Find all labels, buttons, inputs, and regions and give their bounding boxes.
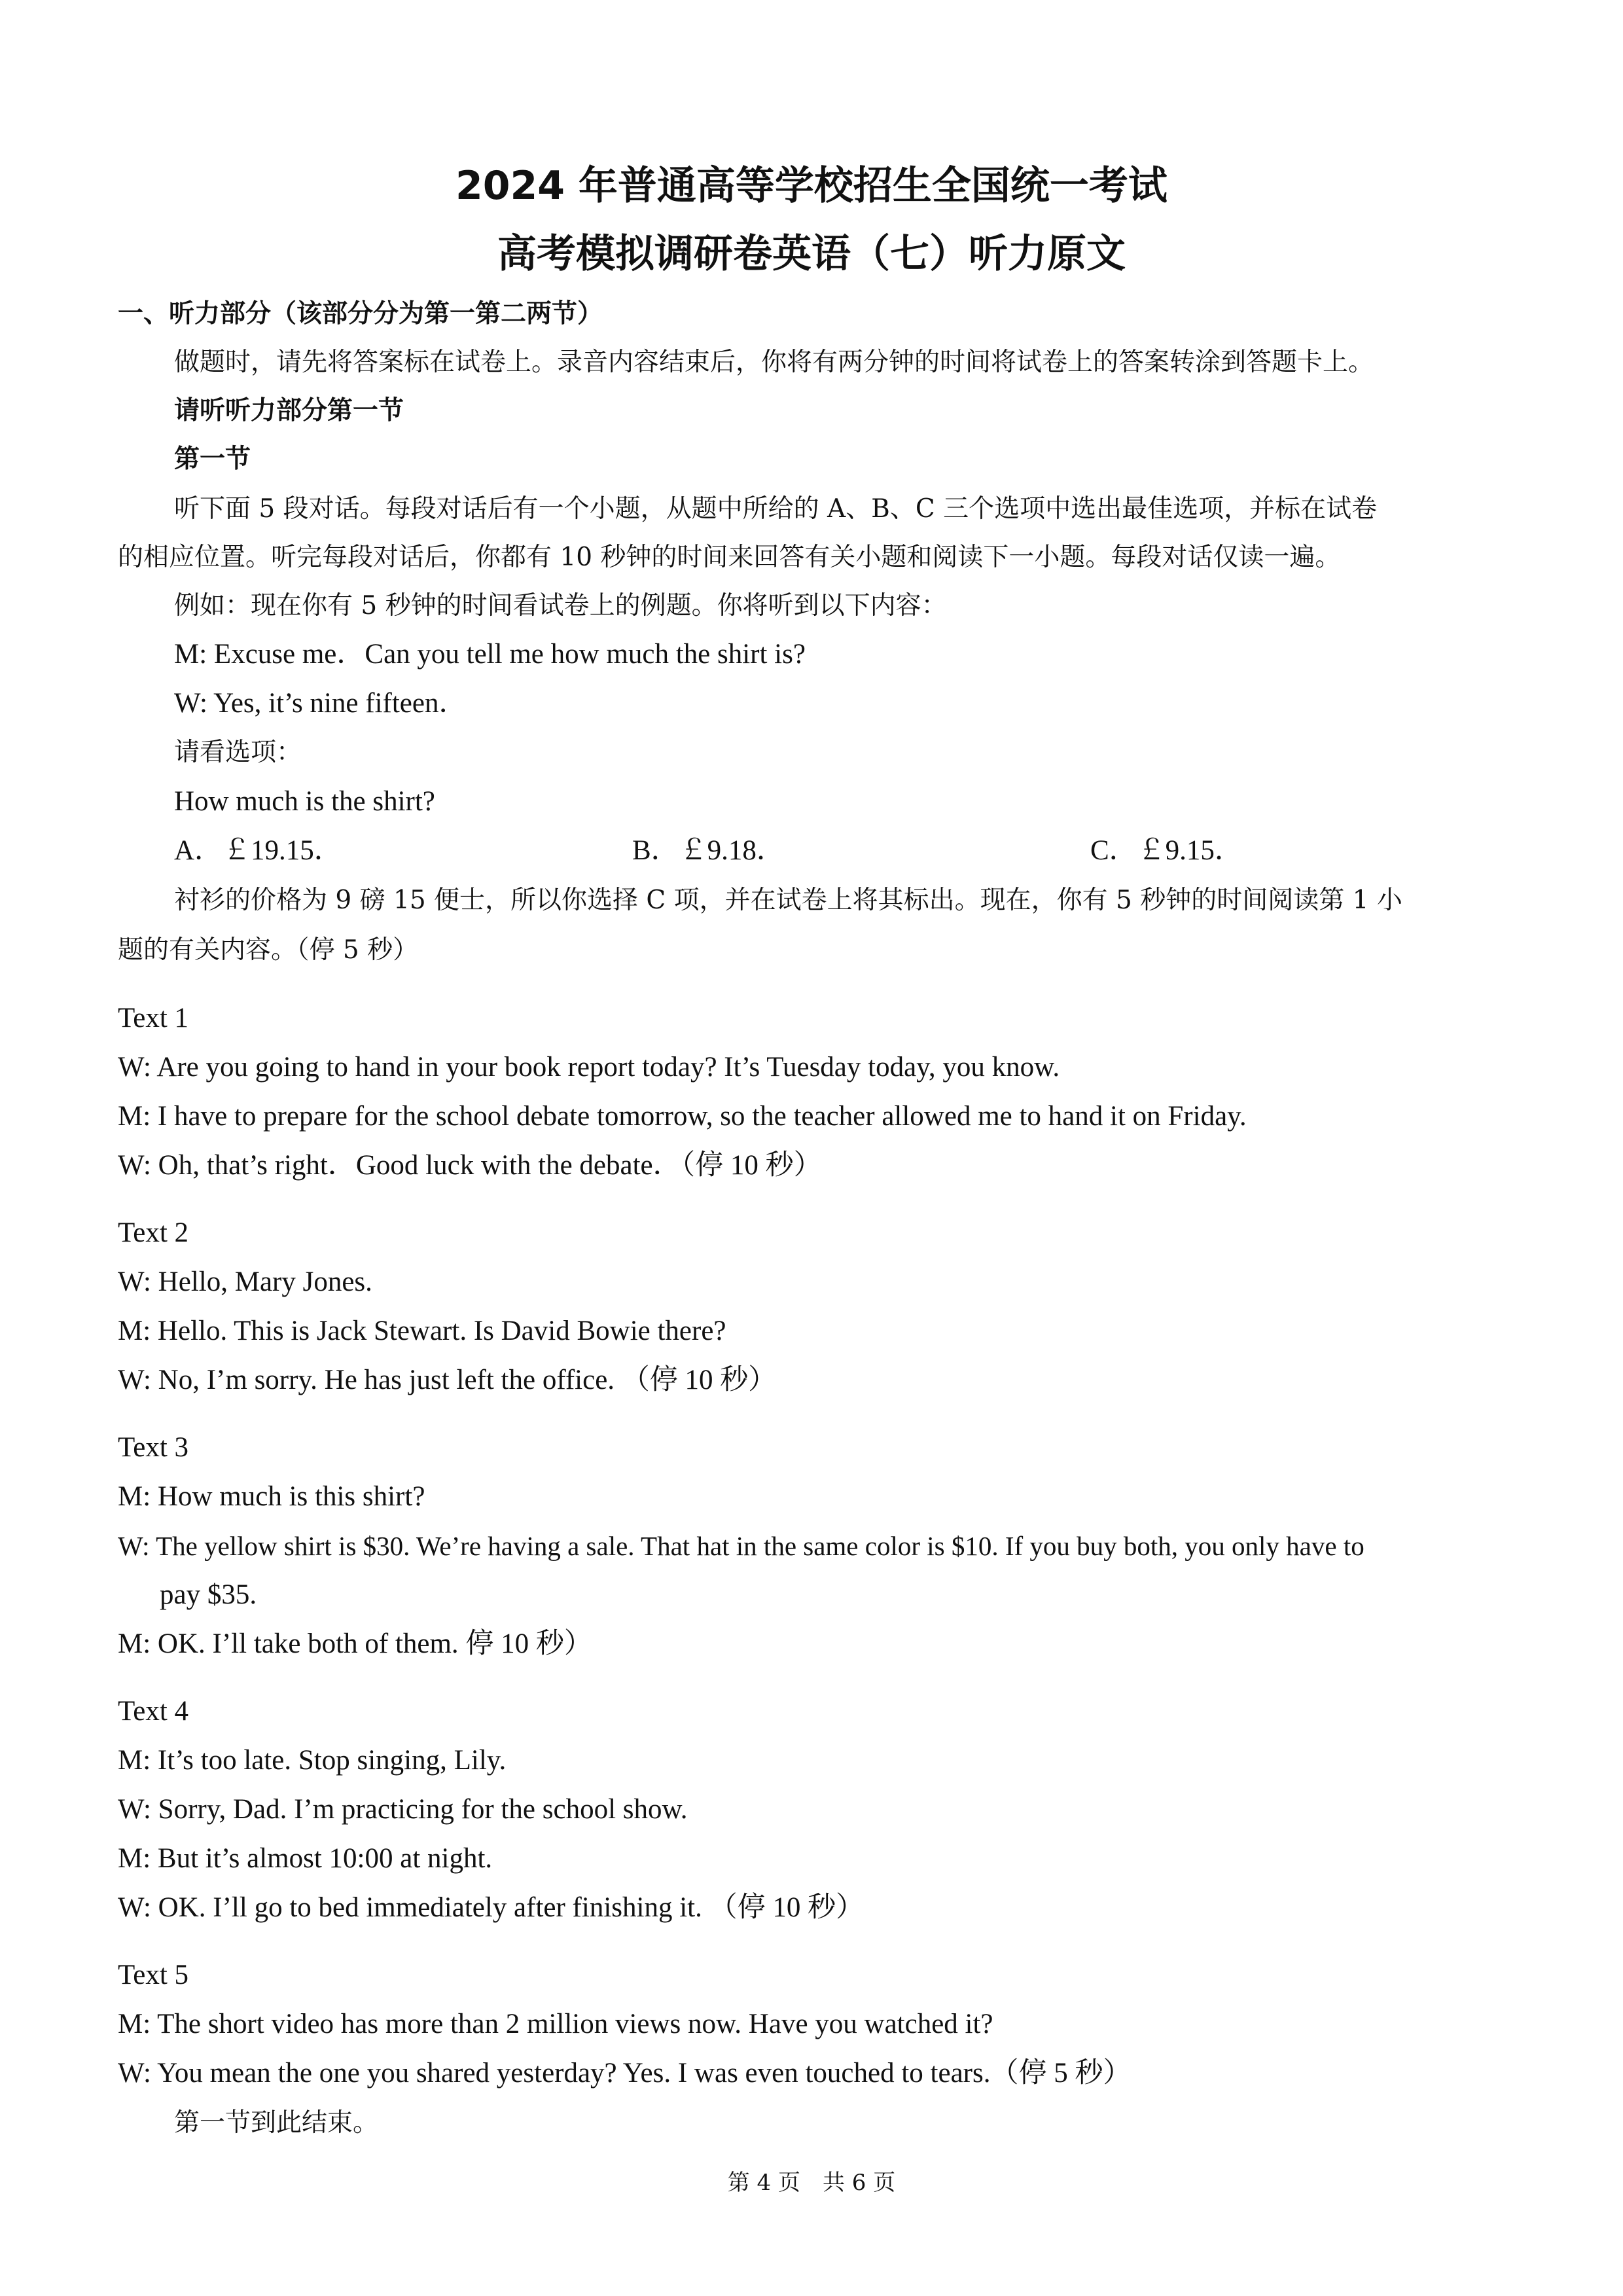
dialogue-line: M: Hello. This is Jack Stewart. Is David Bowie there? (118, 1316, 726, 1346)
text-label: Text 3 (118, 1432, 189, 1463)
example-line-m: M: Excuse me．Can you tell me how much the shirt is? (174, 639, 806, 670)
dialogue-line: W: Hello, Mary Jones. (118, 1266, 372, 1297)
dialogue-line: W: The yellow shirt is $30. We’re having a sale. That hat in the same color is $10. If you buy both, you only have to (118, 1531, 1364, 1561)
option-a: A．￡19.15． (174, 835, 342, 866)
dialogue-line: W: Are you going to hand in your book report today? It’s Tuesday today, you know. (118, 1052, 1060, 1083)
section-heading: 一、听力部分（该部分分为第一第二两节） (118, 299, 603, 329)
directions-line2: 的相应位置。听完每段对话后，你都有 10 秒钟的时间来回答有关小题和阅读下一小题。每段对话仅读一遍。 (118, 543, 1341, 572)
text-label: Text 4 (118, 1696, 189, 1727)
document-title-line2: 高考模拟调研卷英语（七）听力原文 (497, 231, 1126, 277)
dialogue-line: W: No, I’m sorry. He has just left the office. （停 10 秒） (118, 1365, 777, 1395)
dialogue-line: W: OK. I’ll go to bed immediately after finishing it. （停 10 秒） (118, 1892, 865, 1923)
document-title-line1: 2024 年普通高等学校招生全国统一考试 (455, 163, 1168, 209)
part-label: 第一节 (174, 444, 251, 474)
example-question: How much is the shirt? (174, 786, 435, 817)
example-intro: 例如：现在你有 5 秒钟的时间看试卷上的例题。你将听到以下内容： (174, 591, 947, 620)
section-end-text: 第一节到此结束。 (174, 2108, 379, 2138)
example-line-w: W: Yes, it’s nine fifteen． (174, 688, 467, 719)
text-label: Text 5 (118, 1960, 189, 1990)
dialogue-line: M: It’s too late. Stop singing, Lily. (118, 1745, 507, 1776)
options-prompt: 请看选项： (174, 738, 302, 767)
text-label: Text 1 (118, 1003, 189, 1033)
dialogue-line-continuation: pay $35. (160, 1579, 257, 1610)
dialogue-line: M: OK. I’ll take both of them. 停 10 秒） (118, 1628, 592, 1659)
dialogue-line: M: How much is this shirt? (118, 1481, 425, 1512)
explanation-line1: 衬衫的价格为 9 磅 15 便士，所以你选择 C 项，并在试卷上将其标出。现在，你有 5 秒钟的时间阅读第 1 小 (174, 886, 1402, 915)
dialogue-line: W: You mean the one you shared yesterday? Yes. I was even touched to tears.（停 5 秒） (118, 2058, 1132, 2089)
explanation-line2: 题的有关内容。（停 5 秒） (118, 935, 419, 965)
dialogue-line: M: But it’s almost 10:00 at night. (118, 1843, 493, 1874)
dialogue-line: M: The short video has more than 2 million views now. Have you watched it? (118, 2009, 993, 2039)
option-b: B．￡9.18． (632, 835, 785, 866)
listen-prompt: 请听听力部分第一节 (174, 396, 404, 425)
dialogue-line: W: Sorry, Dad. I’m practicing for the school show. (118, 1794, 688, 1825)
dialogue-line: M: I have to prepare for the school debate tomorrow, so the teacher allowed me to hand it on Friday. (118, 1101, 1247, 1132)
directions-line1: 听下面 5 段对话。每段对话后有一个小题，从题中所给的 A、B、C 三个选项中选出最佳选项，并标在试卷 (174, 494, 1378, 524)
dialogue-line: W: Oh, that’s right．Good luck with the debate．（停 10 秒） (118, 1150, 822, 1181)
instruction-text: 做题时，请先将答案标在试卷上。录音内容结束后，你将有两分钟的时间将试卷上的答案转涂到答题卡上。 (174, 348, 1374, 377)
page-footer: 第 4 页 共 6 页 (727, 2170, 896, 2196)
option-c: C．￡9.15． (1090, 835, 1243, 866)
text-label: Text 2 (118, 1217, 189, 1248)
